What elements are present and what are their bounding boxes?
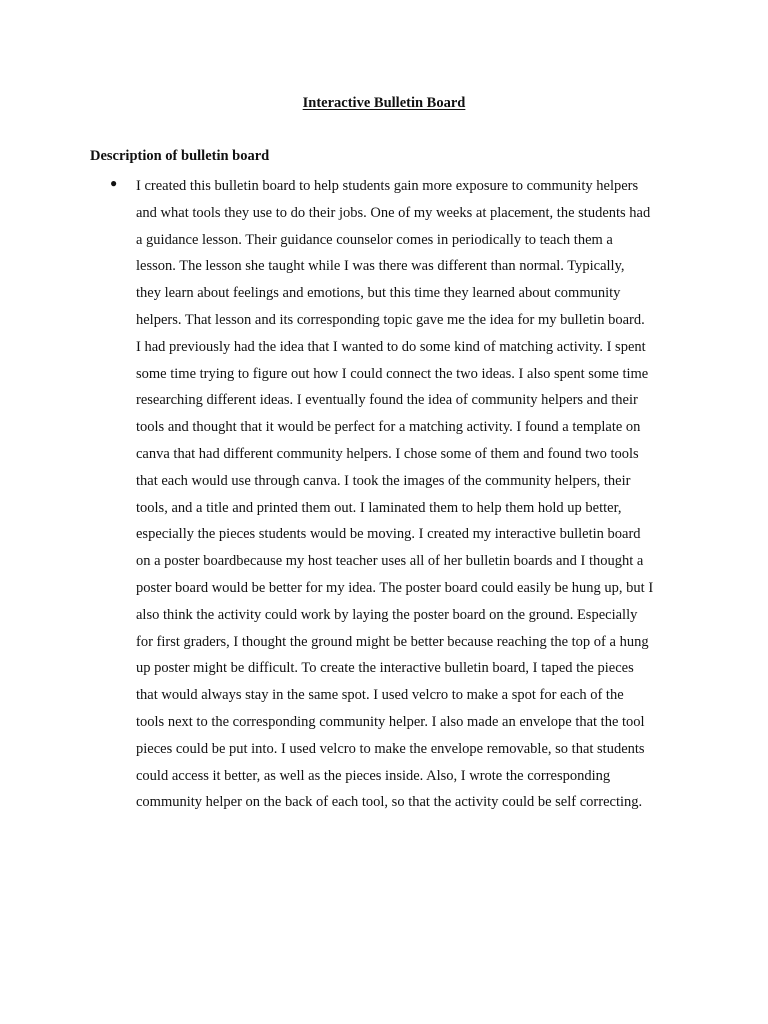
- paragraph-line: I created this bulletin board to help students gain more exposure to community helpers: [136, 178, 639, 194]
- bullet-marker: ●: [110, 176, 118, 190]
- document-title: Interactive Bulletin Board: [302, 95, 466, 111]
- paragraph-line: that each would use through canva. I took the images of the community helpers, their: [136, 472, 631, 489]
- section-heading: Description of bulletin board: [90, 148, 270, 164]
- paragraph-line: a guidance lesson. Their guidance counselor comes in periodically to teach them a: [136, 231, 613, 248]
- paragraph-line: community helper on the back of each tool, so that the activity could be self correcting.: [136, 794, 643, 811]
- paragraph-line: I had previously had the idea that I wanted to do some kind of matching activity. I spent: [136, 338, 646, 355]
- paragraph-line: lesson. The lesson she taught while I was there was different than normal. Typically,: [136, 258, 625, 275]
- paragraph-line: that would always stay in the same spot. I used velcro to make a spot for each of the: [136, 687, 624, 704]
- paragraph-line: and what tools they use to do their jobs. One of my weeks at placement, the students had: [136, 204, 651, 221]
- paragraph-line: researching different ideas. I eventually found the idea of community helpers and their: [136, 392, 638, 409]
- paragraph-line: also think the activity could work by laying the poster board on the ground. Especially: [136, 606, 638, 623]
- paragraph-line: some time trying to figure out how I could connect the two ideas. I also spent some time: [136, 365, 649, 382]
- paragraph-line: tools next to the corresponding community helper. I also made an envelope that the tool: [136, 713, 645, 730]
- paragraph-line: helpers. That lesson and its corresponding topic gave me the idea for my bulletin board.: [136, 311, 645, 328]
- paragraph-line: for first graders, I thought the ground might be better because reaching the top of a hung: [136, 633, 649, 650]
- paragraph-line: canva that had different community helpers. I chose some of them and found two tools: [136, 445, 639, 462]
- paragraph-line: up poster might be difficult. To create the interactive bulletin board, I taped the pieces: [136, 660, 634, 677]
- paragraph-line: pieces could be put into. I used velcro to make the envelope removable, so that students: [136, 740, 645, 757]
- paragraph-line: poster board would be better for my idea. The poster board could easily be hung up, but I: [136, 579, 654, 596]
- paragraph-line: on a poster boardbecause my host teacher uses all of her bulletin boards and I thought a: [136, 553, 644, 570]
- paragraph-body: [136, 173, 696, 816]
- paragraph-line: they learn about feelings and emotions, but this time they learned about community: [136, 285, 621, 302]
- paragraph-line: tools and thought that it would be perfect for a matching activity. I found a template on: [136, 419, 641, 436]
- paragraph-line: tools, and a title and printed them out. I laminated them to help them hold up better,: [136, 499, 622, 516]
- paragraph-line: could access it better, as well as the pieces inside. Also, I wrote the corresponding: [136, 767, 611, 784]
- paragraph-line: especially the pieces students would be moving. I created my interactive bulletin board: [136, 526, 641, 543]
